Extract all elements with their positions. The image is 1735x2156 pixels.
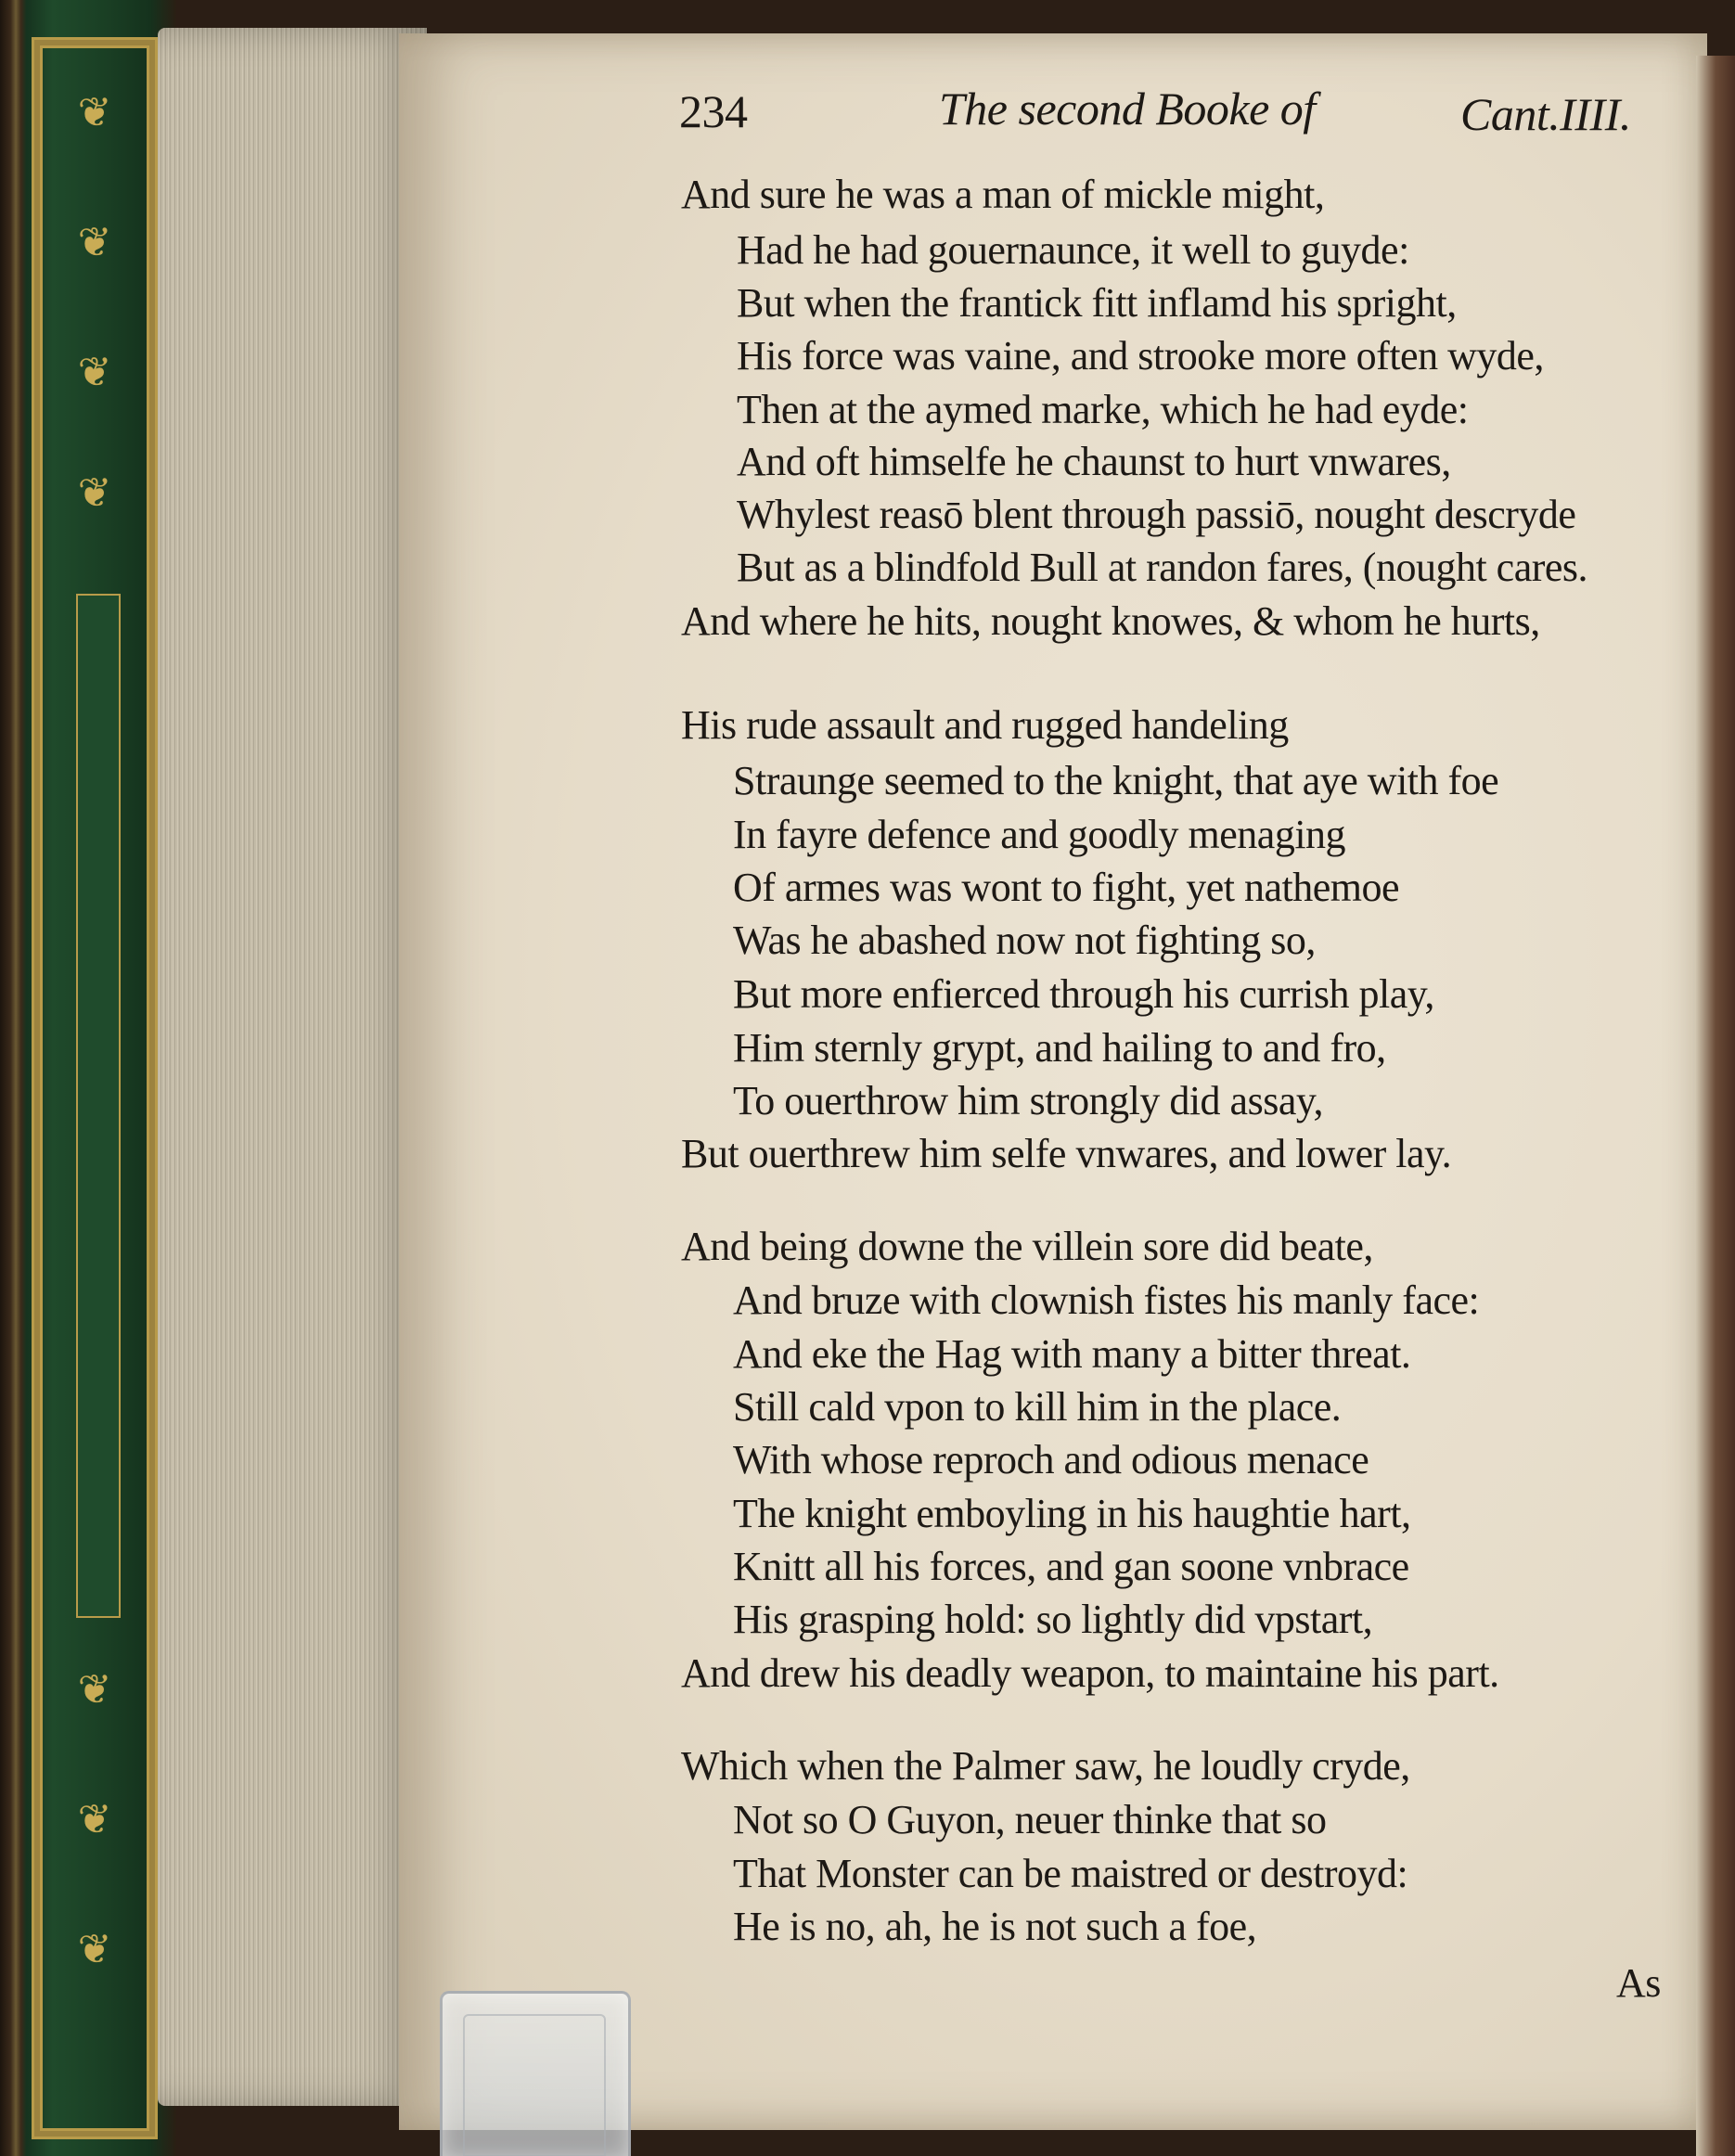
verse-line: And drew his deadly weapon, to maintaine his part.: [681, 1650, 1499, 1696]
verse-line: His force was vaine, and strooke more often wyde,: [737, 333, 1544, 379]
verse-line: And sure he was a man of mickle might,: [681, 172, 1325, 217]
verse-line: Knitt all his forces, and gan soone vnbrace: [733, 1544, 1409, 1589]
verse-line: But when the frantick fitt inflamd his spright,: [737, 280, 1457, 326]
verse-line: Straunge seemed to the knight, that aye with foe: [733, 758, 1499, 803]
gilt-ornament-icon: ❦: [77, 89, 112, 136]
verse-line: And bruze with clownish fistes his manly face:: [733, 1277, 1480, 1323]
page-number: 234: [679, 85, 748, 137]
running-title: The second Booke of: [939, 83, 1316, 135]
verse-line: To ouerthrow him strongly did assay,: [733, 1078, 1323, 1123]
verse-line: He is no, ah, he is not such a foe,: [733, 1904, 1257, 1949]
verse-line: And oft himselfe he chaunst to hurt vnwares,: [737, 439, 1451, 484]
verse-line: His rude assault and rugged handeling: [681, 702, 1289, 748]
verse-line: But ouerthrew him selfe vnwares, and lower lay.: [681, 1131, 1452, 1176]
verse-line: Then at the aymed marke, which he had eyde:: [737, 387, 1469, 432]
gilt-ornament-icon: ❦: [77, 349, 112, 396]
verse-line: Not so O Guyon, neuer thinke that so: [733, 1797, 1327, 1842]
verse-line: But as a blindfold Bull at randon fares, (nought cares.: [737, 545, 1588, 590]
verse-line: Still cald vpon to kill him in the place.: [733, 1384, 1342, 1430]
verse-line: And where he hits, nought knowes, & whom he hurts,: [681, 598, 1540, 644]
verse-line: Of armes was wont to fight, yet nathemoe: [733, 865, 1400, 910]
verse-line: That Monster can be maistred or destroyd:: [733, 1851, 1408, 1896]
gilt-ornament-icon: ❦: [77, 469, 112, 517]
verse-line: Which when the Palmer saw, he loudly cryde,: [681, 1743, 1410, 1789]
verse-line: And being downe the villein sore did beate,: [681, 1224, 1373, 1269]
canto-label: Cant.IIII.: [1460, 88, 1631, 140]
gilt-ornament-icon: ❦: [77, 1666, 112, 1713]
verse-line: With whose reproch and odious menace: [733, 1437, 1369, 1482]
book-binding: [0, 0, 176, 2156]
verse-line: The knight emboyling in his haughtie hart,: [733, 1491, 1411, 1536]
gilt-ornament-icon: ❦: [77, 1796, 112, 1843]
page-clip: [440, 1991, 631, 2156]
facing-page-edge: [1696, 56, 1735, 2156]
page-clip-inner: [463, 2014, 606, 2156]
verse-line: Him sternly grypt, and hailing to and fro,: [733, 1025, 1386, 1071]
verse-line: Whylest reasō blent through passiō, nought descryde: [737, 492, 1576, 537]
page-block-edges: [158, 28, 427, 2106]
verse-line: And eke the Hag with many a bitter threat.: [733, 1331, 1411, 1377]
catchword: As: [1616, 1960, 1661, 2006]
verse-line: In fayre defence and goodly menaging: [733, 812, 1346, 857]
verse-line: Had he had gouernaunce, it well to guyde:: [737, 227, 1409, 273]
verse-line: But more enfierced through his currish play,: [733, 971, 1434, 1017]
verse-line: Was he abashed now not fighting so,: [733, 918, 1316, 963]
gilt-ornament-icon: ❦: [77, 219, 112, 266]
verse-line: His grasping hold: so lightly did vpstart,: [733, 1597, 1373, 1642]
gilt-ornament-icon: ❦: [77, 1926, 112, 1973]
green-leather-panel: [76, 594, 121, 1618]
